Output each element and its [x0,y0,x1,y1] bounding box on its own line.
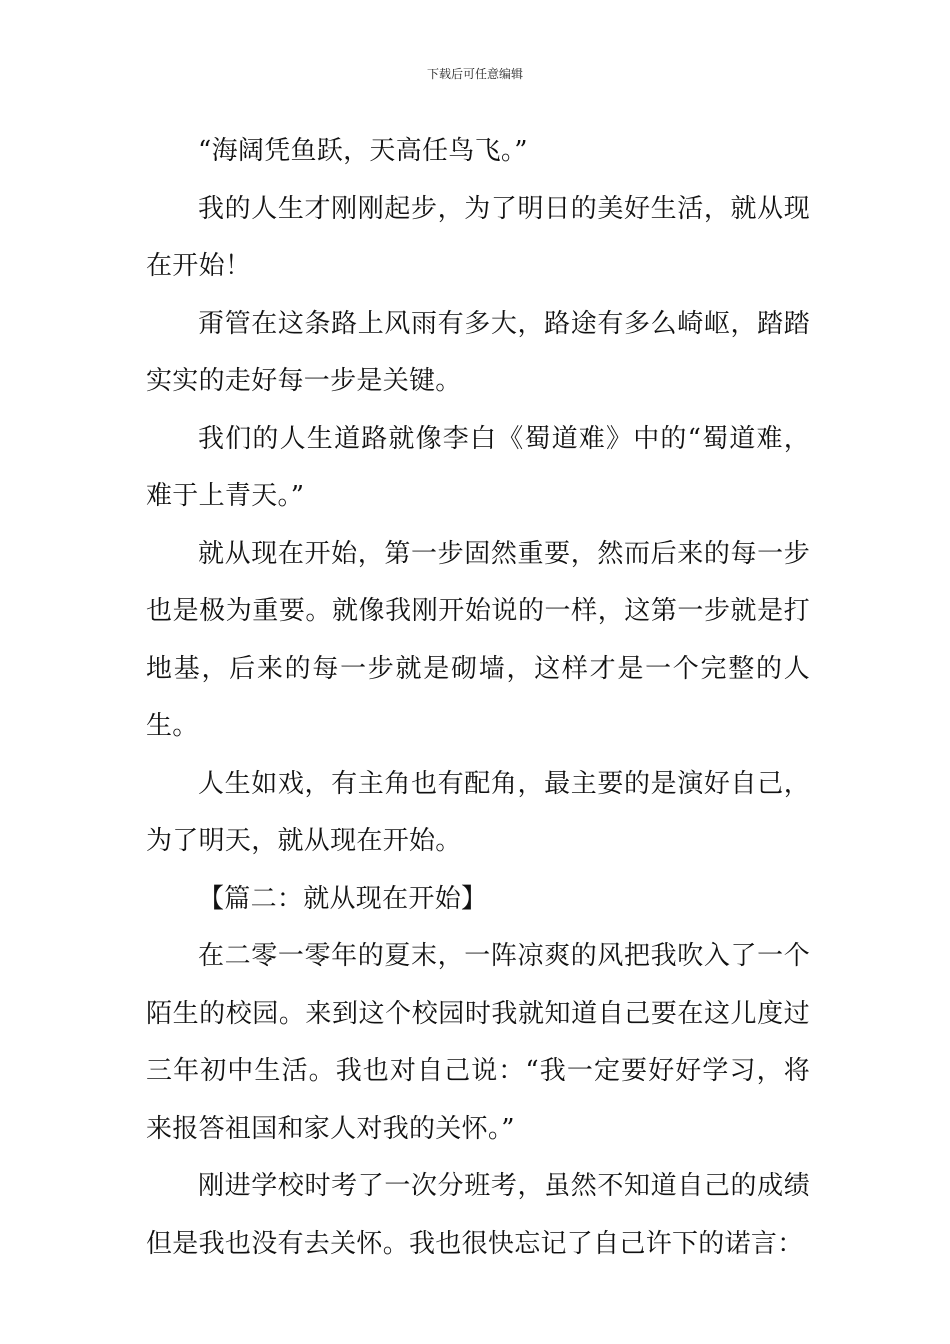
page-header: 下载后可任意编辑 [426,67,523,81]
paragraph: 在二零一零年的夏末，一阵凉爽的风把我吹入了一个陌生的校园。来到这个校园时我就知道自己要在这儿度过三年初中生活。我也对自己说：“我一定要好好学习，将来报答祖国和家人对我的关怀。” [146,941,810,1144]
paragraph: “海阔凭鱼跃，天高任鸟飞。” [198,136,528,166]
paragraph: 就从现在开始，第一步固然重要，然而后来的每一步也是极为重要。就像我刚开始说的一样，这第一步就是打地基，后来的每一步就是砌墙，这样才是一个完整的人生。 [146,538,810,741]
paragraph: 甭管在这条路上风雨有多大，路途有多么崎岖，踏踏实实的走好每一步是关键。 [146,308,810,396]
document-body [146,123,810,1273]
paragraph: 我们的人生道路就像李白《蜀道难》中的“蜀道难，难于上青天。” [146,423,810,511]
section-heading: 【篇二：就从现在开始】 [198,883,488,914]
paragraph: 我的人生才刚刚起步，为了明日的美好生活，就从现在开始！ [146,193,810,281]
paragraph: 人生如戏，有主角也有配角，最主要的是演好自己，为了明天，就从现在开始。 [146,768,810,856]
paragraph: 刚进学校时考了一次分班考，虽然不知道自己的成绩但是我也没有去关怀。我也很快忘记了自己许下的诺言： [146,1171,810,1259]
